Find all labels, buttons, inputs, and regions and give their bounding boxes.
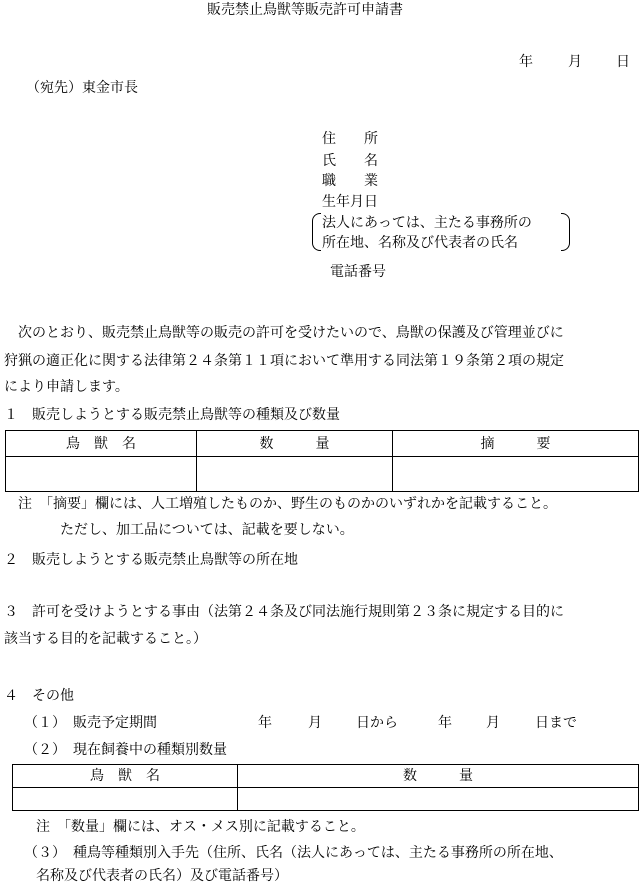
left-bracket	[312, 213, 321, 251]
intro-line-1: 次のとおり、販売禁止鳥獣等の販売の許可を受けたいので、鳥獣の保護及び管理並びに	[4, 325, 564, 341]
applicant-birthdate-label: 生年月日	[322, 194, 378, 210]
section-1-heading: １ 販売しようとする販売禁止鳥獣等の種類及び数量	[4, 407, 340, 423]
intro-line-3: により申請します。	[4, 379, 129, 395]
period-from-month: 月	[308, 715, 322, 731]
acquisition-source-line-2: 名称及び代表者の氏名）及び電話番号）	[36, 868, 288, 884]
section-4-note: 注 「数量」欄には、オス・メス別に記載すること。	[36, 819, 365, 835]
period-from-day: 日から	[356, 715, 398, 731]
table-cell-species[interactable]	[6, 457, 197, 492]
corp-note-line-1: 法人にあっては、主たる事務所の	[322, 215, 532, 231]
species-quantity-table	[5, 430, 639, 492]
acquisition-source-line-1: （３） 種鳥等種類別入手先（住所、氏名（法人にあっては、主たる事務所の所在地、	[24, 845, 563, 861]
applicant-phone-label: 電話番号	[330, 264, 386, 280]
section-4-heading: ４ その他	[4, 688, 74, 704]
stock-header-species: 鳥 獣 名	[13, 765, 238, 788]
period-to-month: 月	[486, 715, 500, 731]
section-3-line-2: 該当する目的を記載すること。）	[4, 631, 207, 647]
table-header-remarks: 摘 要	[393, 431, 639, 457]
date-month: 月	[568, 54, 582, 70]
date-year: 年	[519, 54, 533, 70]
applicant-occupation-label: 職 業	[322, 173, 378, 189]
document-title: 販売禁止鳥獣等販売許可申請書	[207, 2, 403, 18]
section-2-heading: ２ 販売しようとする販売禁止鳥獣等の所在地	[4, 552, 298, 568]
current-stock-label: （２） 現在飼養中の種類別数量	[24, 742, 227, 758]
table-cell-quantity[interactable]	[197, 457, 393, 492]
current-stock-table	[12, 764, 639, 811]
table-header-quantity: 数 量	[197, 431, 393, 457]
stock-cell-species[interactable]	[13, 788, 238, 811]
section-1-note-1: 注 「摘要」欄には、人工増殖したものか、野生のものかのいずれかを記載すること。	[18, 496, 557, 512]
applicant-name-label: 氏 名	[322, 153, 378, 169]
sales-period-label: （１） 販売予定期間	[24, 715, 157, 731]
stock-header-quantity: 数 量	[238, 765, 639, 788]
stock-cell-quantity[interactable]	[238, 788, 639, 811]
applicant-address-label: 住 所	[322, 131, 378, 147]
right-bracket	[561, 213, 570, 251]
period-to-year: 年	[438, 715, 452, 731]
table-header-species: 鳥 獣 名	[6, 431, 197, 457]
period-from-year: 年	[258, 715, 272, 731]
section-3-line-1: ３ 許可を受けようとする事由（法第２４条及び同法施行規則第２３条に規定する目的に	[4, 604, 564, 620]
period-to-day: 日まで	[535, 715, 577, 731]
addressee: （宛先）東金市長	[26, 80, 138, 96]
corp-note-line-2: 所在地、名称及び代表者の氏名	[322, 235, 518, 251]
date-day: 日	[616, 54, 630, 70]
table-cell-remarks[interactable]	[393, 457, 639, 492]
section-1-note-2: ただし、加工品については、記載を要しない。	[60, 522, 354, 538]
intro-line-2: 狩猟の適正化に関する法律第２４条第１１項において準用する同法第１９条第２項の規定	[4, 353, 564, 369]
